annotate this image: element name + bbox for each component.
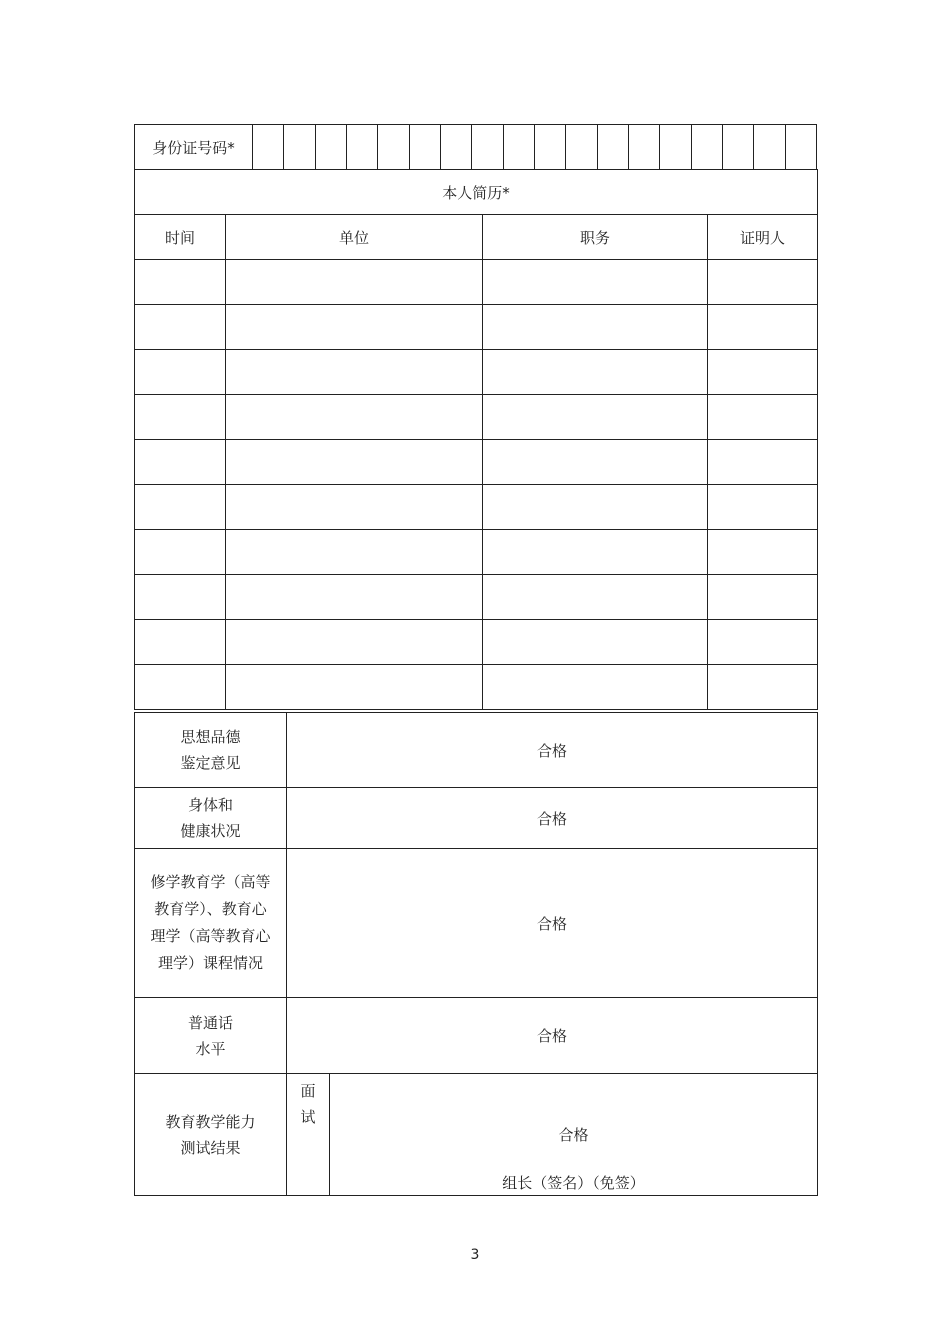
mandarin-label-line1: 普通话 <box>187 1013 233 1032</box>
id-digit-box[interactable] <box>378 125 409 169</box>
id-digit-box[interactable] <box>504 125 535 169</box>
unit-cell[interactable] <box>226 485 483 530</box>
id-digit-box[interactable] <box>472 125 503 169</box>
position-cell[interactable] <box>483 440 708 485</box>
id-digit-box[interactable] <box>347 125 378 169</box>
mandarin-label <box>135 998 287 1074</box>
id-digit-box[interactable] <box>410 125 441 169</box>
header-witness: 证明人 <box>708 215 818 260</box>
mandarin-row <box>135 998 818 1074</box>
id-digit-box[interactable] <box>316 125 347 169</box>
position-cell[interactable] <box>483 395 708 440</box>
resume-row <box>135 440 818 485</box>
id-digit-box[interactable] <box>754 125 785 169</box>
health-label-line2: 健康状况 <box>180 822 241 840</box>
mandarin-label-line2: 水平 <box>195 1039 226 1058</box>
resume-row <box>135 575 818 620</box>
mandarin-value[interactable]: 合格 <box>287 998 818 1074</box>
position-cell[interactable] <box>483 350 708 395</box>
id-digit-box[interactable] <box>253 125 284 169</box>
witness-cell[interactable] <box>708 440 818 485</box>
id-digit-box[interactable] <box>629 125 660 169</box>
resume-table <box>134 169 818 710</box>
moral-label <box>135 713 287 788</box>
witness-cell[interactable] <box>708 260 818 305</box>
unit-cell[interactable] <box>226 305 483 350</box>
id-digit-box[interactable] <box>723 125 754 169</box>
witness-cell[interactable] <box>708 350 818 395</box>
courses-label <box>135 849 287 998</box>
position-cell[interactable] <box>483 530 708 575</box>
courses-label-line3: 理学（高等教育心 <box>150 927 271 945</box>
unit-cell[interactable] <box>226 395 483 440</box>
courses-value[interactable]: 合格 <box>287 849 818 998</box>
teaching-value: 合格 <box>558 1126 589 1144</box>
page-number: 3 <box>470 1247 480 1263</box>
position-cell[interactable] <box>483 260 708 305</box>
teaching-result-cell[interactable] <box>330 1074 818 1196</box>
courses-label-line2: 教育学）、教育心 <box>154 900 267 918</box>
resume-row <box>135 305 818 350</box>
courses-label-line4: 理学）课程情况 <box>157 954 263 972</box>
unit-cell[interactable] <box>226 620 483 665</box>
teaching-label <box>135 1074 287 1196</box>
interview-label-line1: 面 <box>300 1082 316 1100</box>
witness-cell[interactable] <box>708 395 818 440</box>
health-value[interactable]: 合格 <box>287 788 818 849</box>
teaching-row <box>135 1074 818 1196</box>
time-cell[interactable] <box>135 260 226 305</box>
resume-row <box>135 620 818 665</box>
time-cell[interactable] <box>135 485 226 530</box>
resume-title: 本人简历* <box>135 170 818 215</box>
signature-line: 组长（签名）（免签） <box>502 1174 645 1192</box>
health-label <box>135 788 287 849</box>
position-cell[interactable] <box>483 485 708 530</box>
time-cell[interactable] <box>135 350 226 395</box>
moral-value[interactable]: 合格 <box>287 713 818 788</box>
position-cell[interactable] <box>483 575 708 620</box>
unit-cell[interactable] <box>226 530 483 575</box>
witness-cell[interactable] <box>708 530 818 575</box>
teaching-label-line2: 测试结果 <box>180 1138 241 1157</box>
moral-row <box>135 713 818 788</box>
resume-row <box>135 485 818 530</box>
id-digit-box[interactable] <box>566 125 597 169</box>
time-cell[interactable] <box>135 575 226 620</box>
courses-row <box>135 849 818 998</box>
interview-label-line2: 试 <box>300 1108 316 1126</box>
witness-cell[interactable] <box>708 665 818 710</box>
resume-header-row <box>135 215 818 260</box>
unit-cell[interactable] <box>226 440 483 485</box>
id-number-label: 身份证号码* <box>135 125 253 169</box>
position-cell[interactable] <box>483 620 708 665</box>
witness-cell[interactable] <box>708 620 818 665</box>
courses-label-line1: 修学教育学（高等 <box>150 873 271 891</box>
id-digit-box[interactable] <box>535 125 566 169</box>
id-digit-box[interactable] <box>660 125 691 169</box>
moral-label-line1: 思想品德 <box>180 728 241 746</box>
time-cell[interactable] <box>135 305 226 350</box>
header-unit: 单位 <box>226 215 483 260</box>
resume-row <box>135 665 818 710</box>
unit-cell[interactable] <box>226 665 483 710</box>
unit-cell[interactable] <box>226 575 483 620</box>
resume-row <box>135 395 818 440</box>
witness-cell[interactable] <box>708 485 818 530</box>
time-cell[interactable] <box>135 530 226 575</box>
id-number-row <box>134 124 817 170</box>
id-digit-box[interactable] <box>692 125 723 169</box>
time-cell[interactable] <box>135 665 226 710</box>
unit-cell[interactable] <box>226 350 483 395</box>
time-cell[interactable] <box>135 395 226 440</box>
witness-cell[interactable] <box>708 305 818 350</box>
position-cell[interactable] <box>483 665 708 710</box>
teaching-label-line1: 教育教学能力 <box>165 1112 256 1131</box>
id-digit-box[interactable] <box>441 125 472 169</box>
id-digit-box[interactable] <box>598 125 629 169</box>
interview-label <box>287 1074 330 1196</box>
resume-row <box>135 530 818 575</box>
header-time: 时间 <box>135 215 226 260</box>
header-position: 职务 <box>483 215 708 260</box>
position-cell[interactable] <box>483 305 708 350</box>
time-cell[interactable] <box>135 620 226 665</box>
health-row <box>135 788 818 849</box>
resume-row <box>135 260 818 305</box>
resume-row <box>135 350 818 395</box>
witness-cell[interactable] <box>708 575 818 620</box>
time-cell[interactable] <box>135 440 226 485</box>
moral-label-line2: 鉴定意见 <box>180 754 241 772</box>
unit-cell[interactable] <box>226 260 483 305</box>
assessment-table <box>134 712 818 1196</box>
id-digit-box[interactable] <box>786 125 816 169</box>
id-digit-box[interactable] <box>284 125 315 169</box>
health-label-line1: 身体和 <box>187 796 233 814</box>
